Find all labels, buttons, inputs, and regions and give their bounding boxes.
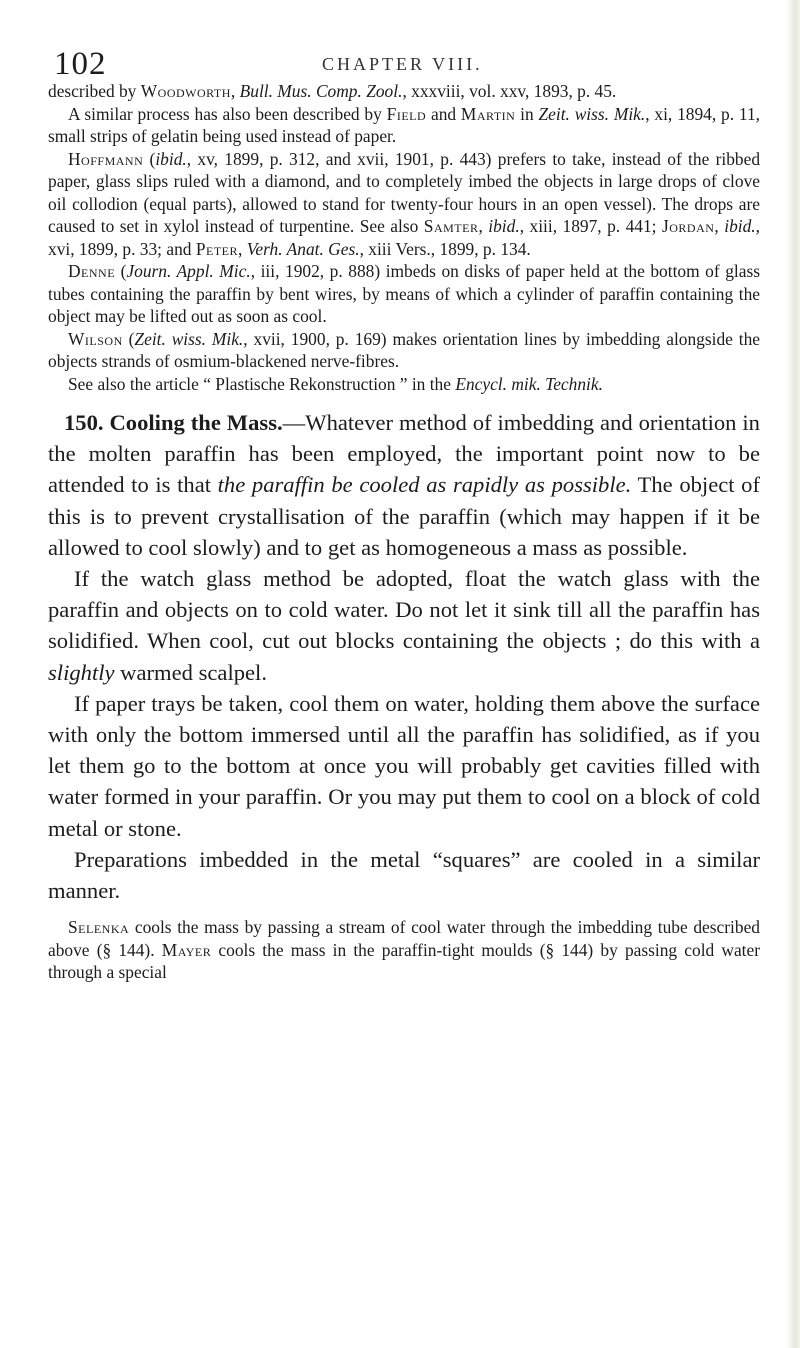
author-name: Field xyxy=(386,103,427,124)
small-print-final xyxy=(48,916,760,984)
citation-source: Bull. Mus. Comp. Zool. xyxy=(239,81,403,101)
section-paragraph: 150. Cooling the Mass.—Whatever method of imbedding and orientation in the molten paraffin has been employed, the important point now to be attended to is that the paraffin be cooled as rapidly as possible. The object of this is to prevent crystallisation of the paraffin (which may happen if it be allowed to cool slowly) and to get as homogeneous a mass as possible. xyxy=(48,410,760,560)
page-edge-shadow xyxy=(786,0,800,1348)
citation-source: Encycl. mik. Technik. xyxy=(455,373,603,394)
author-name: Jordan xyxy=(661,216,715,236)
book-page xyxy=(48,0,760,984)
section-paragraph: Preparations imbedded in the metal “squares” are cooled in a similar manner. xyxy=(48,846,760,904)
note-see-also: See also the article “ Plastische Rekonstruction ” in the Encycl. mik. Technik. xyxy=(68,373,603,394)
section-paragraph: If paper trays be taken, cool them on water, holding them above the surface with only the bottom immersed until all the paraffin has solidified, as if you let them go to the bottom at once you will probably get cavities filled with water formed in your paraffin. Or you may put them to cool on a block of cold metal or stone. xyxy=(48,690,760,841)
author-name: Peter xyxy=(195,238,238,259)
page-number: 102 xyxy=(54,46,107,82)
section-heading: 150. Cooling the Mass. xyxy=(64,410,283,435)
author-name: Selenka xyxy=(68,917,130,938)
chapter-title: CHAPTER VIII. xyxy=(322,54,483,74)
section-150 xyxy=(48,407,760,906)
citation-source: Zeit. wiss. Mik. xyxy=(134,328,244,349)
author-name: Samter xyxy=(423,216,479,236)
note-hoffmann: Hoffmann (ibid., xv, 1899, p. 312, and xvii, 1901, p. 443) prefers to take, instead of the ribbed paper, glass slips ruled with a diamond, and to completely imbed the objects in large drops of clove oil collodion (equal parts), allowed to stand for twenty-four hours in an open vessel). The drops are caused to set in xylol instead of turpentine. See also Samter, ibid., xiii, 1897, p. 441; Jordan, ibid., xvi, 1899, p. 33; and Peter, Verh. Anat. Ges., xiii Vers., 1899, p. 134. xyxy=(48,148,761,259)
note-field-martin: A similar process has also been described by Field and Martin in Zeit. wiss. Mik., xi, 1894, p. 11, small strips of gelatin being used instead of paper. xyxy=(48,103,760,146)
author-name: Mayer xyxy=(161,939,212,960)
author-name: Denne xyxy=(68,261,116,281)
author-name: Woodworth xyxy=(140,81,231,101)
note-wilson: Wilson (Zeit. wiss. Mik., xvii, 1900, p. 169) makes orientation lines by imbedding alongside the objects strands of osmium-blackened nerve-fibres. xyxy=(48,328,761,371)
citation-source: Zeit. wiss. Mik. xyxy=(538,103,646,124)
note-woodworth: described by Woodworth, Bull. Mus. Comp. Zool., xxxviii, vol. xxv, 1893, p. 45. xyxy=(48,81,617,101)
author-name: Martin xyxy=(460,103,516,124)
section-paragraph: If the watch glass method be adopted, float the watch glass with the paraffin and objects on to cold water. Do not let it sink till all the paraffin has solidified. When cool, cut out blocks containing the objects ; do this with a slightly warmed scalpel. xyxy=(48,566,760,685)
note-selenka-mayer: Selenka cools the mass by passing a stream of cool water through the imbedding tube described above (§ 144). Mayer cools the mass in the paraffin-tight moulds (§ 144) by passing cold water through a special xyxy=(48,917,761,983)
citation-source: Verh. Anat. Ges. xyxy=(246,238,360,259)
citation-source: Journ. Appl. Mic. xyxy=(126,261,251,281)
running-header xyxy=(48,0,760,80)
author-name: Wilson xyxy=(68,328,123,349)
author-name: Hoffmann xyxy=(68,148,144,169)
note-denne: Denne (Journ. Appl. Mic., iii, 1902, p. 888) imbeds on disks of paper held at the bottom of glass tubes containing the paraffin by bent wires, by means of which a cylinder of paraffin containing the object may be lifted out as soon as cool. xyxy=(48,261,760,326)
small-print-notes xyxy=(48,80,760,395)
